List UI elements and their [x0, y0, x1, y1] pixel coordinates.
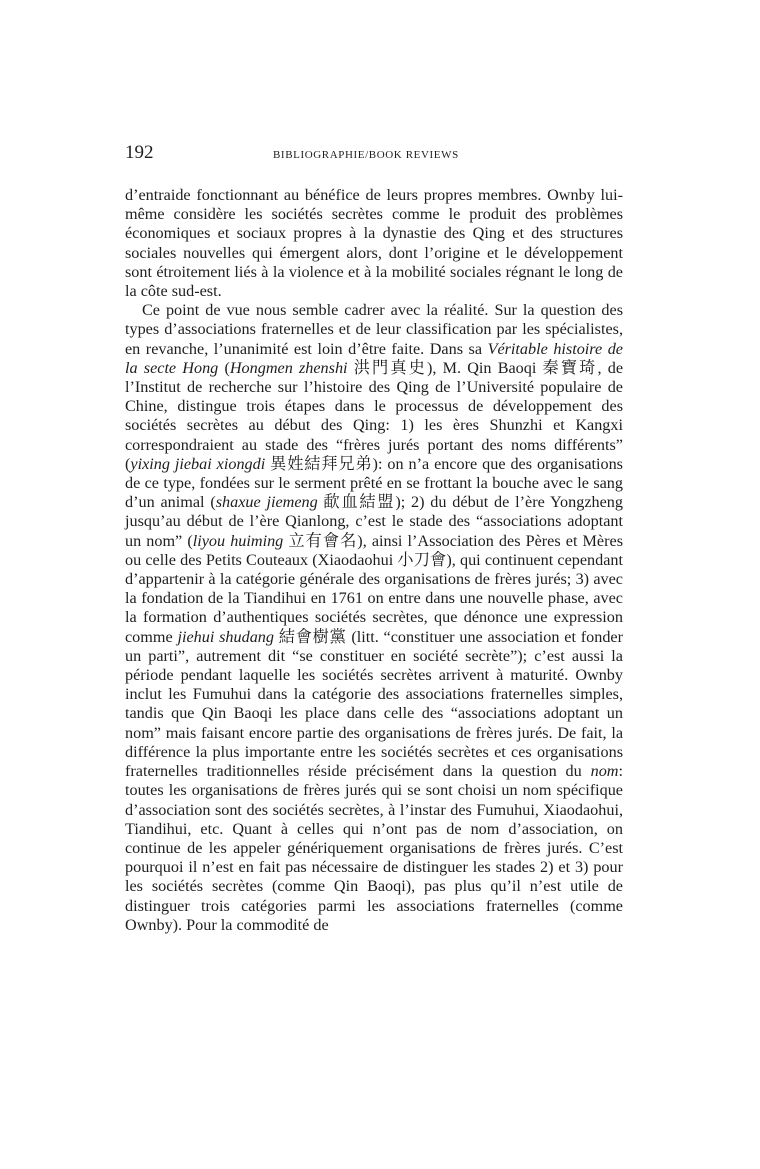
text-run: 結會樹黨 (litt. “constituer une association et fonder un parti”, autrement dit “se constituer en société secrète”); c’est aussi la période pendant laquelle les sociétés secrètes arrivent à maturité. Ownby inclut les Fumuhui dans la catégorie des associations fraternelles simples, tandis que Qin Baoqi les place dans celle des “associations adoptant un nom” mais faisant encore partie des organisations de frères jurés. De fait, la différence la plus importante entre les sociétés secrètes et ces organisations fraternelles traditionnelles réside précisément dans la question du [125, 627, 623, 781]
italic-text: liyou huiming [192, 531, 284, 550]
text-run: 洪門真史), M. Qin Baoqi 秦寶琦, de l’Institut de recherche sur l’histoire des Qing de l’Université populaire de Chine, distingue trois étapes dans le processus de développement des sociétés secrètes au début des Qing: 1) les ères Shunzhi et Kangxi correspondraient au stade des “frères jurés portant des noms différents” ( [125, 358, 623, 473]
text-run: ( [218, 358, 230, 377]
italic-text: nom [590, 762, 619, 781]
body-text [125, 186, 623, 935]
italic-text: jiehui shudang [177, 627, 274, 646]
text-run: : toutes les organisations de frères jurés qui se sont choisi un nom spécifique d’association sont des sociétés secrètes, à l’instar des Fumuhui, Xiaodaohui, Tiandihui, etc. Quant à celles qui n’ont pas de nom d’association, on continue de les appeler génériquement organisations de frères jurés. C’est pourquoi il n’est en fait pas nécessaire de distinguer les stades 2) et 3) pour les sociétés secrètes (comme Qin Baoqi), pas plus qu’il n’est utile de distinguer trois catégories parmi les associations fraternelles (comme Ownby). Pour la commodité de [125, 762, 623, 934]
book-page [125, 142, 623, 935]
text-run: 異姓結拜兄弟): on n’a encore que des organisations de ce type, fondées sur le serment prêté en se frottant la bouche avec le sang d’un animal ( [125, 454, 623, 512]
text-run: Ce point de vue nous semble cadrer avec la réalité. Sur la question des types d’associations fraternelles et de leur classification par les spécialistes, en revanche, l’unanimité est loin d’être faite. Dans sa [125, 301, 623, 358]
italic-text: Véritable histoire de la secte Hong [125, 339, 623, 377]
italic-text: yixing jiebai xiongdi [130, 454, 266, 473]
page-header [125, 142, 623, 172]
italic-text: Hongmen zhenshi [229, 358, 348, 377]
running-head: BIBLIOGRAPHIE/BOOK REVIEWS [273, 149, 459, 161]
italic-text: shaxue jiemeng [215, 493, 318, 512]
page-number: 192 [125, 142, 154, 163]
paragraph [125, 186, 623, 301]
paragraph [125, 301, 623, 935]
text-run: d’entraide fonctionnant au bénéfice de leurs propres membres. Ownby lui-même considère les sociétés secrètes comme le produit des problèmes économiques et sociaux propres à la dynastie des Qing et des structures sociales nouvelles qui émergent alors, dont l’origine et le développement sont étroitement liés à la violence et à la mobilité sociales régnant le long de la côte sud-est. [125, 186, 623, 301]
text-run: 立有會名), ainsi l’Association des Pères et Mères ou celle des Petits Couteaux (Xiaodaohui 小刀會), qui continuent cependant d’appartenir à la catégorie générale des organisations de frères jurés; 3) avec la fondation de la Tiandihui en 1761 on entre dans une nouvelle phase, avec la formation d’authentiques sociétés secrètes, que dénonce une expression comme [125, 531, 623, 646]
text-run: 歃血結盟); 2) du début de l’ère Yongzheng jusqu’au début de l’ère Qianlong, c’est le stade des “associations adoptant un nom” ( [125, 493, 623, 550]
